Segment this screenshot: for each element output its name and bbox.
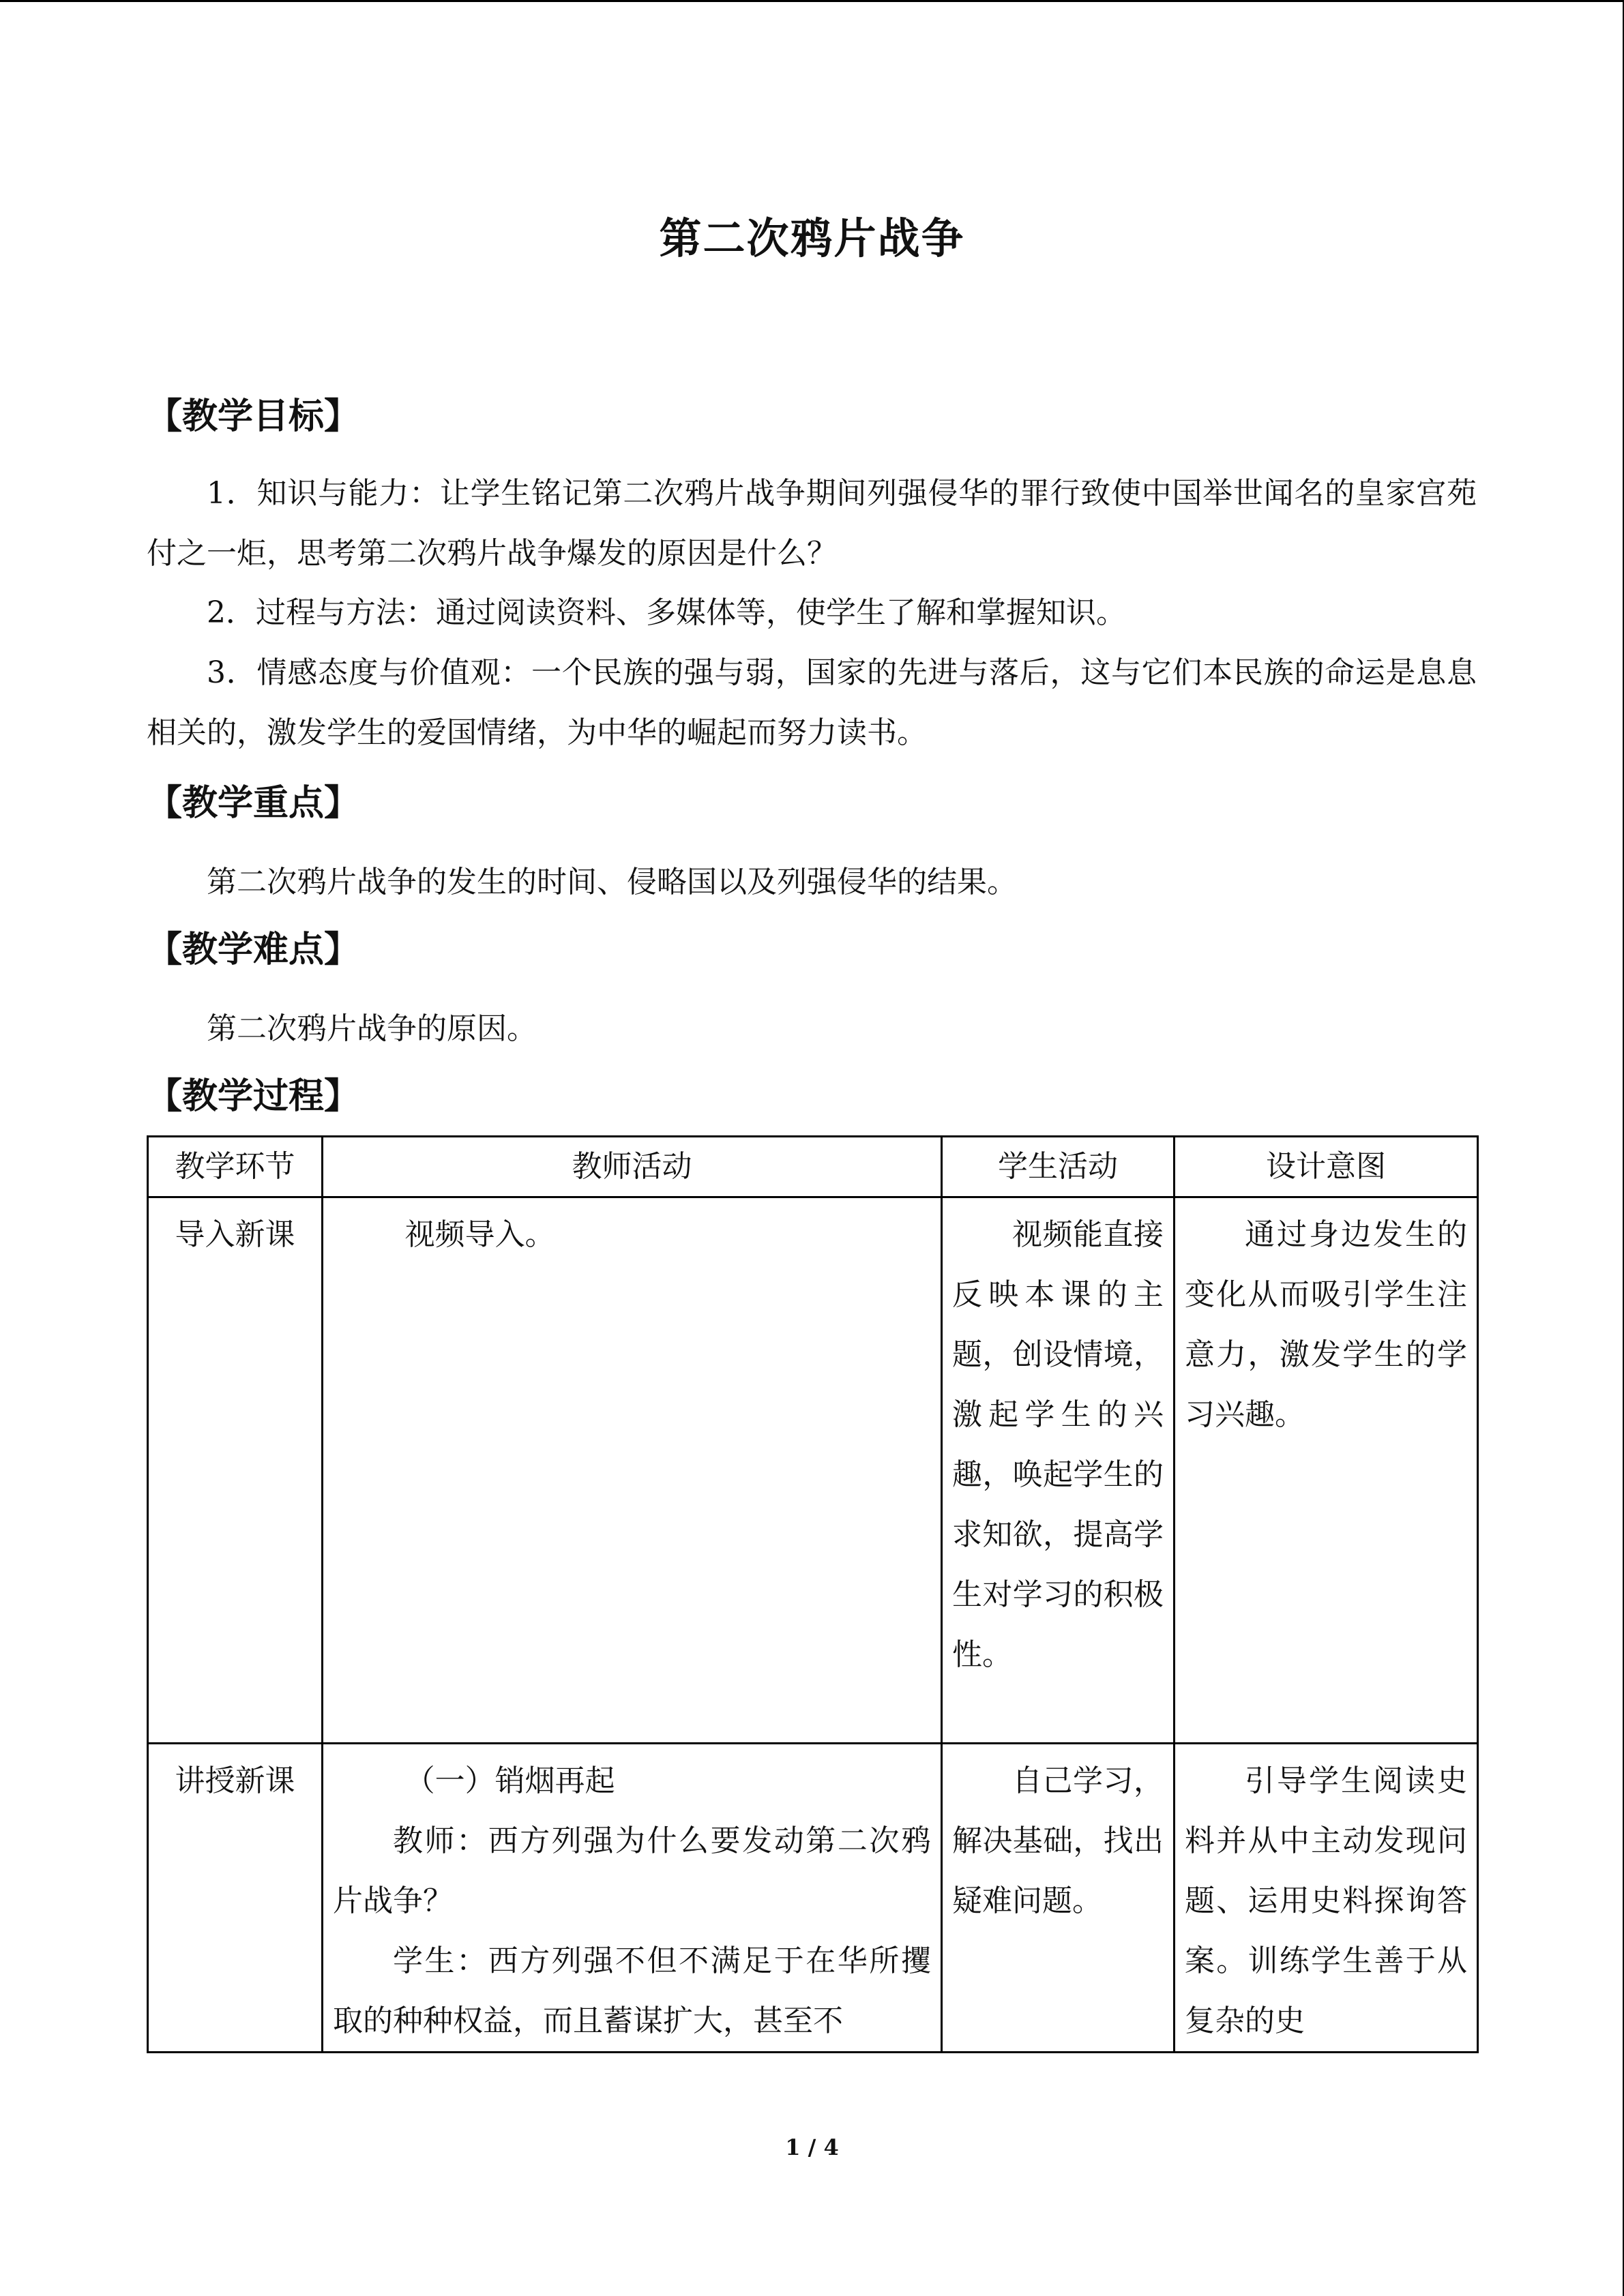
header-stage: 教学环节 (148, 1137, 323, 1197)
objective-knowledge: 1．知识与能力：让学生铭记第二次鸦片战争期间列强侵华的罪行致使中国举世闻名的皇家宫苑付之一炬，思考第二次鸦片战争爆发的原因是什么？ (147, 476, 1477, 571)
objective-process: 2．过程与方法：通过阅读资料、多媒体等，使学生了解和掌握知识。 (207, 595, 1126, 630)
page-title: 第二次鸦片战争 (659, 213, 965, 263)
key-points-text: 第二次鸦片战争的发生的时间、侵略国以及列强侵华的结果。 (207, 865, 1017, 899)
student-activity-cell (942, 1197, 1175, 1744)
teacher-activity-cell (323, 1197, 942, 1744)
table-row (148, 1744, 1478, 2053)
intent-text: 引导学生阅读史料并从中主动发现问题、运用史料探询答案。训练学生善于从复杂的史 (1185, 1763, 1467, 2038)
stage-cell: 讲授新课 (148, 1744, 323, 2053)
table-header-row (148, 1137, 1478, 1197)
teaching-process-table (147, 1135, 1479, 2053)
difficulties-heading: 【教学难点】 (147, 929, 360, 970)
key-points-heading: 【教学重点】 (147, 782, 360, 824)
teacher-activity-cell (323, 1744, 942, 2053)
intent-text: 通过身边发生的变化从而吸引学生注意力，激发学生的学习兴趣。 (1185, 1217, 1467, 1432)
student-text: 自己学习，解决基础，找出疑难问题。 (952, 1763, 1164, 1918)
header-student-activity: 学生活动 (942, 1137, 1175, 1197)
difficulties-text: 第二次鸦片战争的原因。 (207, 1011, 537, 1046)
teacher-line: 教师：西方列强为什么要发动第二次鸦片战争？ (333, 1823, 931, 1918)
teacher-line: 学生：西方列强不但不满足于在华所攫取的种种权益，而且蓄谋扩大，甚至不 (333, 1943, 931, 2038)
teacher-line: 视频导入。 (404, 1217, 555, 1252)
design-intent-cell (1175, 1744, 1478, 2053)
header-teacher-activity: 教师活动 (323, 1137, 942, 1197)
objectives-heading: 【教学目标】 (147, 396, 360, 437)
page-number: 1 / 4 (785, 2134, 839, 2160)
objective-attitude: 3．情感态度与价值观：一个民族的强与弱，国家的先进与落后，这与它们本民族的命运是息息相关的，激发学生的爱国情绪，为中华的崛起而努力读书。 (147, 655, 1477, 750)
student-activity-cell (942, 1744, 1175, 2053)
teacher-line: （一）销烟再起 (404, 1763, 615, 1798)
stage-cell: 导入新课 (148, 1197, 323, 1744)
table-row (148, 1197, 1478, 1744)
design-intent-cell (1175, 1197, 1478, 1744)
top-border-line (0, 0, 1624, 2)
header-design-intent: 设计意图 (1175, 1137, 1478, 1197)
student-text: 视频能直接反映本课的主题，创设情境，激起学生的兴趣，唤起学生的求知欲，提高学生对学习的积极性。 (952, 1217, 1164, 1672)
process-heading: 【教学过程】 (147, 1075, 360, 1117)
